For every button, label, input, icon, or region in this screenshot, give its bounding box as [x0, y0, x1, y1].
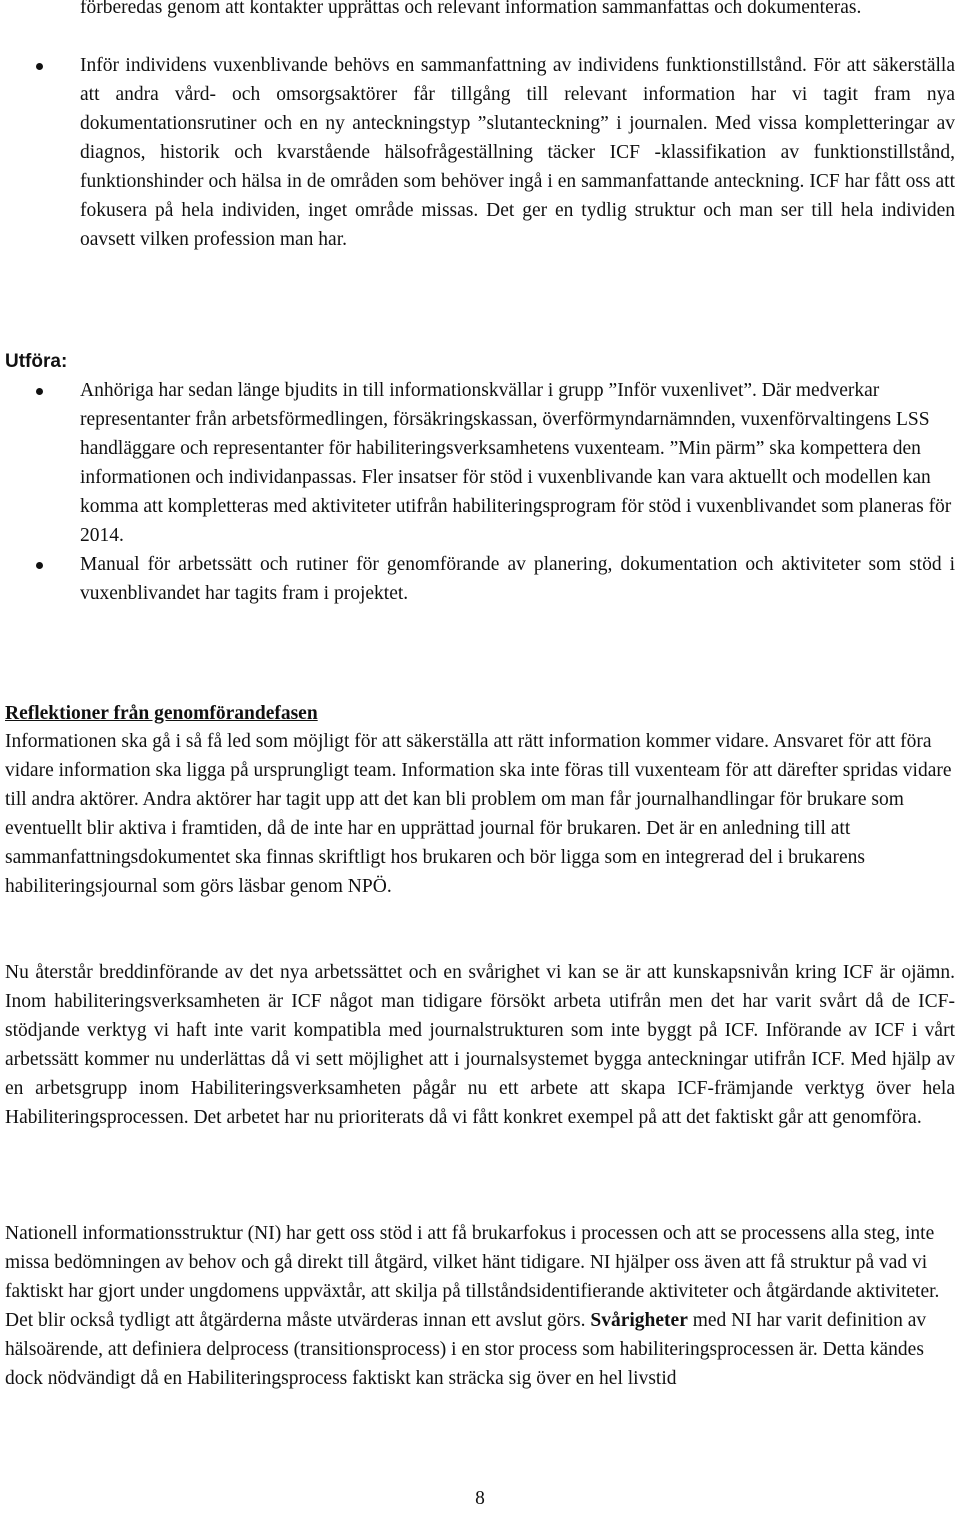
page-number: 8: [475, 1488, 485, 1509]
bullet-icon: [36, 63, 43, 70]
paragraph: Nu återstår breddinförande av det nya arbetssättet och en svårighet vi kan se är att kunskapsnivån kring ICF är ojämn. Inom habiliteringsverksamheten är ICF något man tidigare försökt arbeta utifrån men det har varit svårt då de ICF-stödjande verktyg vi haft inte varit kompatibla med journalstrukturen som inte byggt på ICF. Införande av ICF i vårt arbetssätt kommer nu underlättas då vi sett möjlighet att i journalsystemet bygga anteckningar utifrån ICF. Med hjälp av en arbetsgrupp inom Habiliteringsverksamheten pågår nu ett arbete att skapa ICF-främjande verktyg över hela Habiliteringsprocessen. Det arbetet har nu prioriterats då vi fått konkret exempel på att det faktiskt går att genomföra.: [5, 962, 955, 1128]
list-item: [0, 550, 960, 608]
list-item: [0, 51, 960, 254]
top-bullet-list: [0, 51, 960, 254]
section-heading: Reflektioner från genomförandefasen: [5, 703, 318, 724]
continuation-text: förberedas genom att kontakter upprättas och relevant information sammanfattas och dokumenteras.: [80, 0, 862, 18]
list-item-text: Anhöriga har sedan länge bjudits in till informationskvällar i grupp ”Inför vuxenlivet”. Där medverkar representanter från arbetsförmedlingen, försäkringskassan, överförmyndarnämnden, vuxenförvaltingens LSS handläggare och representanter för habiliteringsverksamhetens vuxenteam. ”Min pärm” ska kompettera den informationen och individanpassas. Fler insatser för stöd i vuxenblivande kan vara aktuellt och modellen kan komma att kompletteras med aktiviteter utifrån habiliteringsprogram för stöd i vuxenblivandet som planeras för 2014.: [80, 380, 952, 546]
paragraph: Informationen ska gå i så få led som möjligt för att säkerställa att rätt information kommer vidare. Ansvaret för att föra vidare information ska ligga på ursprungligt team. Information ska inte föras till vuxenteam för att därefter spridas vidare till andra aktörer. Andra aktörer har tagit upp att det kan bli problem om man får journalhandlingar för brukare som eventuellt blir aktiva i framtiden, då de inte har en upprättad journal för brukaren. Det är en anledning till att sammanfattningsdokumentet ska finnas skriftligt hos brukaren och bör ligga som en integrerad del i brukarens habiliteringsjournal som görs läsbar genom NPÖ.: [5, 731, 952, 897]
bullet-icon: [36, 388, 43, 395]
paragraph: [5, 1219, 955, 1393]
utfora-heading: Utföra:: [5, 351, 68, 372]
list-item-text: Inför individens vuxenblivande behövs en sammanfattning av individens funktionstillstånd. För att säkerställa att andra vård- och omsorgsaktörer får tillgång till relevant information har vi tagit fram nya dokumentationsrutiner och en ny anteckningstyp ”slutanteckning” i journalen. Med vissa kompletteringar av diagnos, historik och kvarstående hälsofrågeställning täcker ICF -klassifikation av funktionstillstånd, funktionshinder och hälsa in de områden som behöver ingå i en sammanfattande anteckning. ICF har fått oss att fokusera på hela individen, inget område missas. Det ger en tydlig struktur och man ser till hela individen oavsett vilken profession man har.: [80, 55, 955, 250]
utfora-bullet-list: [0, 376, 960, 608]
list-item-text: Manual för arbetssätt och rutiner för genomförande av planering, dokumentation och aktiviteter som stöd i vuxenblivandet har tagits fram i projektet.: [80, 554, 955, 604]
bullet-icon: [36, 562, 43, 569]
paragraph-text: Nationell informationsstruktur (NI) har gett oss stöd i att få brukarfokus i processen och att se processens alla steg, inte missa bedömningen av behov och gå direkt till åtgärd, vilket hänt tidigare. NI hjälper oss även att få struktur på vad vi faktiskt har gjort under ungdomens uppväxtår, att skilja på tillståndsidentifierande aktiviteter och åtgärdande aktiviteter. Det blir också tydligt att åtgärderna måste utvärderas innan ett avslut görs.: [5, 1223, 940, 1331]
paragraph-text: med NI har varit definition av hälsoärende, att definiera delprocess (transitionsprocess) i en stor process som habiliteringsprocessen är. Detta kändes dock nödvändigt då en Habiliteringsprocess faktiskt kan sträcka sig över en hel livstid: [5, 1310, 927, 1389]
bold-term: Svårigheter: [590, 1310, 688, 1331]
list-item: [0, 376, 960, 550]
